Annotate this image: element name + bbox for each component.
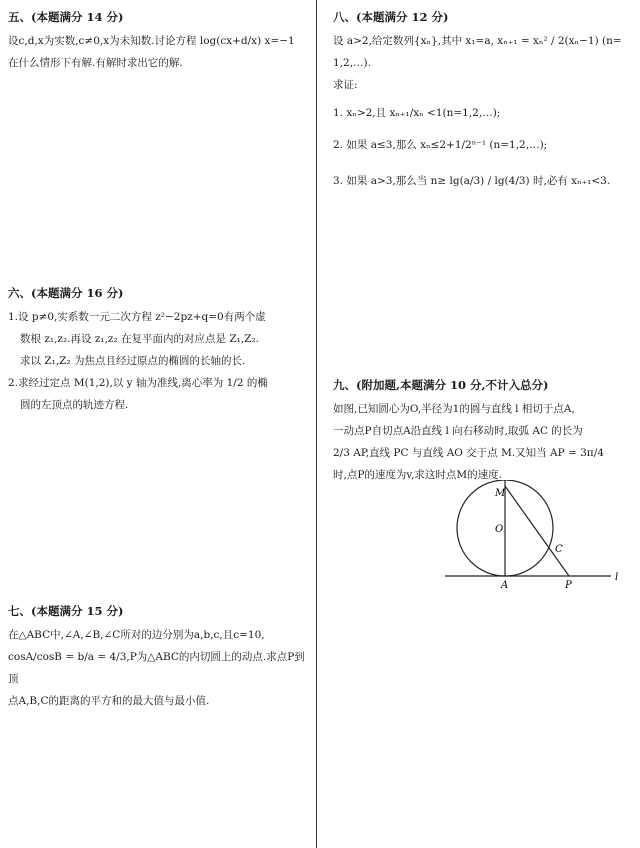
problem-8-line-4: 1. xₙ>2,且 xₙ₊₁/xₙ <1(n=1,2,…); (333, 107, 501, 119)
problem-6-line-2: 数根 z₁,z₂.再设 z₁,z₂ 在复平面内的对应点是 Z₁,Z₂. (20, 333, 260, 345)
problem-9 (333, 374, 633, 486)
problem-9-line-1: 如图,已知圆心为O,半径为1的圆与直线 l 相切于点A, (333, 403, 575, 415)
problem-7 (8, 600, 308, 712)
problem-7-line-2: cosA/cosB = b/a = 4/3,P为△ABC的内切圆上的动点.求点P到顶 (8, 651, 305, 685)
problem-7-header: 七、(本题满分 15 分) (8, 604, 124, 618)
label-P: P (565, 580, 572, 591)
problem-7-line-1: 在△ABC中,∠A,∠B,∠C所对的边分别为a,b,c,且c=10, (8, 629, 265, 641)
label-O: O (495, 524, 504, 535)
label-A: A (501, 580, 509, 591)
geometry-figure (445, 480, 625, 600)
problem-9-line-2: 一动点P自切点A沿直线 l 向右移动时,取弧 AC 的长为 (333, 425, 583, 437)
problem-9-line-3: 2/3 AP,直线 PC 与直线 AO 交于点 M.又知当 AP = 3π/4 (333, 447, 604, 459)
figure-line-pm (505, 486, 569, 576)
problem-6-line-5: 圆的左顶点的轨迹方程. (20, 399, 129, 411)
problem-8-line-1: 设 a>2,给定数列{xₙ},其中 x₁=a, xₙ₊₁ = xₙ² / 2(xₙ−1) (n= (333, 35, 622, 47)
problem-6-line-4: 2.求经过定点 M(1,2),以 y 轴为准线,离心率为 1/2 的椭 (8, 377, 268, 389)
problem-8-line-5: 2. 如果 a≤3,那么 xₙ≤2+1/2ⁿ⁻¹ (n=1,2,…); (333, 139, 548, 151)
problem-5-header: 五、(本题满分 14 分) (8, 10, 124, 24)
problem-8-line-6: 3. 如果 a>3,那么当 n≥ lg(a/3) / lg(4/3) 时,必有 xₙ₊₁<3. (333, 175, 611, 187)
problem-8 (333, 6, 633, 192)
problem-9-line-4: 时,点P的速度为v,求这时点M的速度. (333, 469, 503, 481)
problem-6-header: 六、(本题满分 16 分) (8, 286, 124, 300)
label-M: M (495, 488, 506, 499)
problem-5-line-1: 设c,d,x为实数,c≠0,x为未知数.讨论方程 log(cx+d/x) x=−1 (8, 35, 295, 47)
problem-8-line-2: 1,2,…). (333, 57, 371, 69)
column-divider (316, 0, 317, 848)
problem-5 (8, 6, 308, 74)
problem-7-line-3: 点A,B,C的距离的平方和的最大值与最小值. (8, 695, 210, 707)
label-C: C (555, 544, 563, 555)
problem-6 (8, 282, 308, 416)
label-l: l (615, 572, 619, 583)
problem-8-line-3: 求证: (333, 79, 358, 91)
problem-5-line-2: 在什么情形下有解.有解时求出它的解. (8, 57, 183, 69)
problem-8-header: 八、(本题满分 12 分) (333, 10, 449, 24)
problem-9-header: 九、(附加题,本题满分 10 分,不计入总分) (333, 378, 549, 392)
problem-6-line-1: 1.设 p≠0,实系数一元二次方程 z²−2pz+q=0有两个虚 (8, 311, 266, 323)
problem-6-line-3: 求以 Z₁,Z₂ 为焦点且经过原点的椭圆的长轴的长. (20, 355, 246, 367)
